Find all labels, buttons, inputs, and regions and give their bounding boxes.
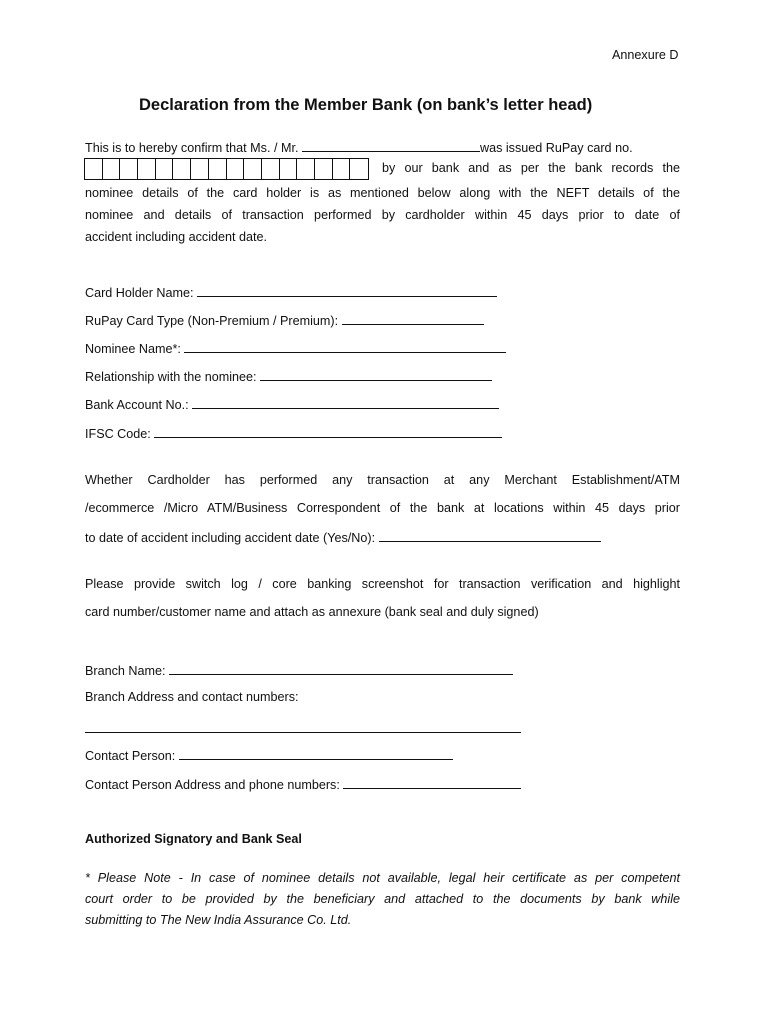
card-digit-box[interactable] (244, 159, 262, 179)
signatory-heading: Authorized Signatory and Bank Seal (85, 832, 302, 846)
branch-address-blank[interactable] (85, 720, 521, 733)
card-digit-box[interactable] (120, 159, 138, 179)
ifsc-blank[interactable] (154, 425, 502, 438)
card-digit-box[interactable] (191, 159, 209, 179)
card-digit-box[interactable] (103, 159, 121, 179)
nominee-name-blank[interactable] (184, 340, 506, 353)
card-digit-box[interactable] (173, 159, 191, 179)
contact-person-label: Contact Person: (85, 749, 176, 763)
bank-account-label: Bank Account No.: (85, 398, 189, 412)
card-holder-name-blank[interactable] (197, 284, 497, 297)
transaction-line-2: /ecommerce /Micro ATM/Business Correspondent of the bank at locations within 45 days prior (85, 501, 680, 515)
card-type-blank[interactable] (342, 312, 484, 325)
card-digit-box[interactable] (315, 159, 333, 179)
note-line-3: submitting to The New India Assurance Co. Ltd. (85, 913, 352, 927)
switch-log-line-2: card number/customer name and attach as annexure (bank seal and duly signed) (85, 605, 539, 619)
intro-line-4: nominee and details of transaction performed by cardholder within 45 days prior to date of (85, 208, 680, 222)
intro-line-1 (85, 139, 633, 155)
relationship-row (85, 368, 492, 384)
card-holder-name-label: Card Holder Name: (85, 286, 194, 300)
bank-account-row (85, 396, 499, 412)
branch-name-blank[interactable] (169, 662, 513, 675)
contact-address-label: Contact Person Address and phone numbers: (85, 778, 340, 792)
branch-address-label: Branch Address and contact numbers: (85, 690, 299, 704)
relationship-label: Relationship with the nominee: (85, 370, 257, 384)
card-digit-box[interactable] (280, 159, 298, 179)
intro-prefix: This is to hereby confirm that Ms. / Mr. (85, 141, 299, 155)
card-digit-box[interactable] (262, 159, 280, 179)
transaction-yes-no-blank[interactable] (379, 529, 601, 542)
page-title: Declaration from the Member Bank (on bank’s letter head) (139, 96, 593, 114)
note-line-1: * Please Note - In case of nominee details not available, legal heir certificate as per competent (85, 871, 680, 885)
card-digit-box[interactable] (85, 159, 103, 179)
nominee-name-row (85, 340, 506, 356)
branch-name-label: Branch Name: (85, 664, 166, 678)
intro-line-5: accident including accident date. (85, 230, 268, 244)
card-digit-box[interactable] (156, 159, 174, 179)
ifsc-row (85, 425, 502, 441)
name-blank[interactable] (302, 139, 480, 152)
card-digit-box[interactable] (138, 159, 156, 179)
intro-line-3: nominee details of the card holder is as mentioned below along with the NEFT details of the (85, 186, 680, 200)
intro-suffix: was issued RuPay card no. (479, 141, 633, 155)
switch-log-line-1: Please provide switch log / core banking screenshot for transaction verification and highlight (85, 577, 680, 591)
card-holder-name-row (85, 284, 497, 300)
contact-address-row (85, 776, 521, 792)
transaction-line-1: Whether Cardholder has performed any transaction at any Merchant Establishment/ATM (85, 473, 680, 487)
branch-name-row (85, 662, 513, 678)
card-digit-box[interactable] (350, 159, 368, 179)
contact-person-blank[interactable] (179, 747, 453, 760)
transaction-question-label: to date of accident including accident date (Yes/No): (85, 531, 376, 545)
contact-address-blank[interactable] (343, 776, 521, 789)
note-line-2: court order to be provided by the beneficiary and attached to the documents by bank while (85, 892, 680, 906)
ifsc-label: IFSC Code: (85, 427, 151, 441)
contact-person-row (85, 747, 453, 763)
card-type-row (85, 312, 484, 328)
intro-line-2: by our bank and as per the bank records the (382, 161, 680, 175)
card-number-boxes[interactable] (84, 158, 369, 180)
transaction-line-3 (85, 529, 601, 545)
card-digit-box[interactable] (333, 159, 351, 179)
nominee-name-label: Nominee Name*: (85, 342, 181, 356)
relationship-blank[interactable] (260, 368, 492, 381)
card-digit-box[interactable] (297, 159, 315, 179)
card-type-label: RuPay Card Type (Non-Premium / Premium): (85, 314, 339, 328)
annexure-label: Annexure D (612, 48, 679, 62)
card-digit-box[interactable] (209, 159, 227, 179)
card-digit-box[interactable] (227, 159, 245, 179)
bank-account-blank[interactable] (192, 396, 499, 409)
